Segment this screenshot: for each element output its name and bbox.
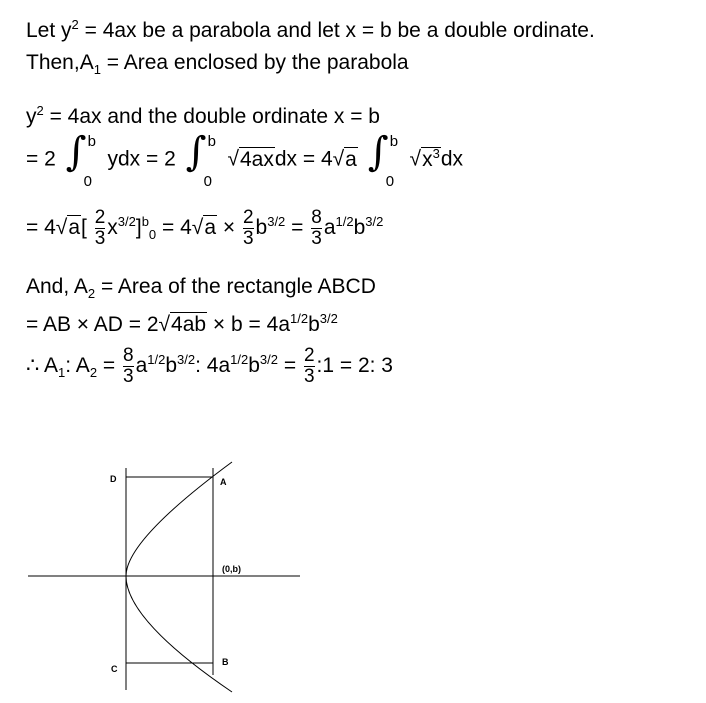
- statement-line-3: $y^2 = 4ax$ and the double ordinate x = b: [26, 103, 380, 128]
- rectangle-area-calc: = AB × AD = $2√4ab \times b = 4a^{1/2}b^{3/2}$: [26, 311, 338, 336]
- rectangle-area-line: And, $A_2$ = Area of the rectangle ABCD: [26, 275, 376, 302]
- label-0b: (0,b): [222, 564, 241, 574]
- integral-sign: ∫ b 0: [185, 129, 216, 190]
- statement-line-2: $Then,A_1$ = Area enclosed by the parabola: [26, 51, 409, 78]
- label-b: B: [222, 657, 229, 667]
- evaluation-line: = 4√a[ $\frac{2}{3}$ $x^{3/2}]^b_0 = 4√a$ × $\frac{2}{3}$ $b^{3/2}$ = $\frac{8}{3}$ $a^{1/2}b^{3/2}$: [26, 207, 384, 249]
- statement-line-1: Let $y^2 = 4ax$ be a parabola and let x = b be a double ordinate.: [26, 17, 595, 42]
- integral-line: = 2 ∫ b 0 ydx = 2 ∫ b 0 √4axdx = 4√a ∫ b 0 $√x^3dx$: [26, 129, 463, 190]
- label-d: D: [110, 474, 117, 484]
- label-a: A: [220, 477, 227, 487]
- ratio-line: ∴ $A_1$: $A_2$ = $\frac{8}{3}$ $a^{1/2}b^{3/2}$: $4a^{1/2}b^{3/2}$ = $\frac{2}{3}$ :1 = 2: 3: [26, 345, 393, 387]
- integral-sign: ∫ b 0: [367, 129, 399, 190]
- parabola-curve: [126, 462, 232, 692]
- integral-sign: ∫ b 0: [65, 129, 96, 190]
- label-c: C: [111, 664, 118, 674]
